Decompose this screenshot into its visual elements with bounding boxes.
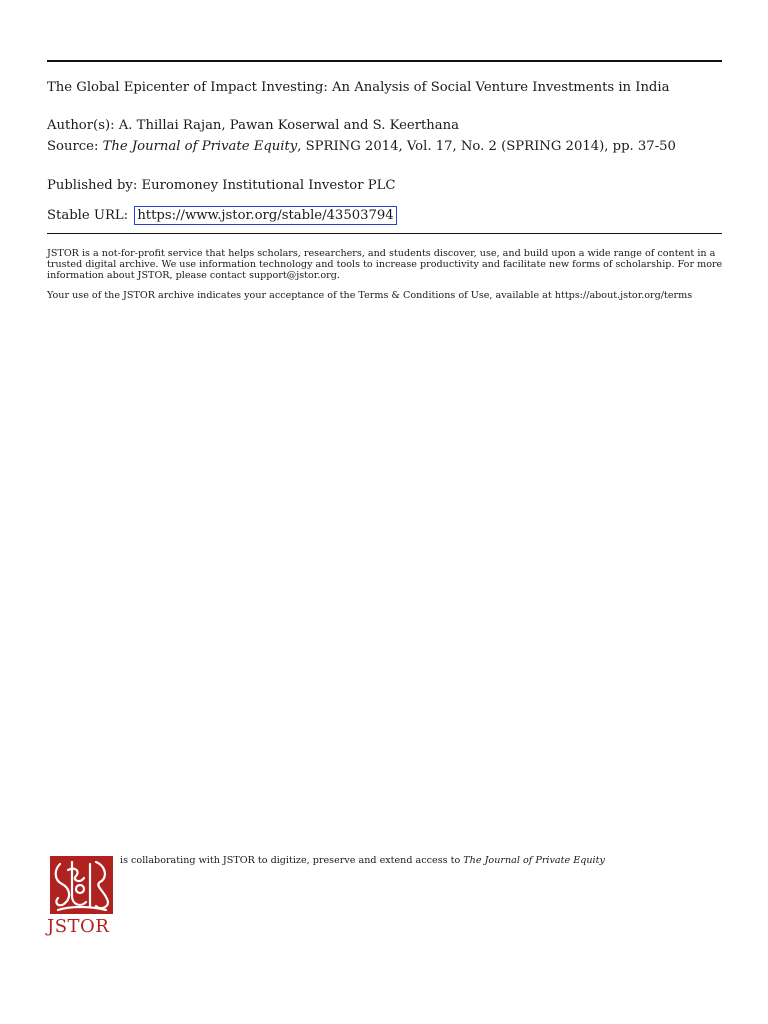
published-label: Published by: bbox=[47, 178, 138, 193]
jstor-wordmark: JSTOR bbox=[47, 916, 110, 937]
stable-url-link[interactable]: https://www.jstor.org/stable/43503794 bbox=[134, 206, 396, 225]
source-line bbox=[47, 140, 723, 154]
collaboration-journal: The Journal of Private Equity bbox=[463, 855, 605, 866]
source-label: Source: bbox=[47, 139, 99, 154]
middle-rule bbox=[47, 233, 722, 234]
article-title-text: The Global Epicenter of Impact Investing: An Analysis of Social Venture Investments in India bbox=[47, 80, 670, 95]
article-title bbox=[47, 81, 723, 95]
published-line bbox=[47, 179, 723, 193]
source-details: , SPRING 2014, Vol. 17, No. 2 (SPRING 2014), pp. 37-50 bbox=[297, 139, 676, 154]
authors-label: Author(s): bbox=[47, 118, 115, 133]
collaboration-statement bbox=[120, 855, 720, 866]
stable-url-label: Stable URL: bbox=[47, 208, 129, 223]
jstor-about-notice: JSTOR is a not-for-profit service that helps scholars, researchers, and students discover, use, and build upon a wide range of content in a trusted digital archive. We use information technology and tools to increase productivity and facilitate new forms of scholarship. For more information about JSTOR, please contact support@jstor.org. bbox=[47, 248, 723, 281]
publisher-value: Euromoney Institutional Investor PLC bbox=[141, 178, 396, 193]
authors-value: A. Thillai Rajan, Pawan Koserwal and S. Keerthana bbox=[118, 118, 460, 133]
source-journal: The Journal of Private Equity bbox=[102, 139, 298, 154]
collaboration-text: is collaborating with JSTOR to digitize, preserve and extend access to bbox=[120, 855, 464, 866]
top-rule bbox=[47, 60, 722, 62]
jstor-logo-icon bbox=[50, 856, 113, 914]
authors-line bbox=[47, 119, 723, 133]
terms-notice: Your use of the JSTOR archive indicates your acceptance of the Terms & Conditions of Use, available at https://about.jstor.org/terms bbox=[47, 290, 693, 301]
stable-url-line bbox=[47, 206, 723, 225]
